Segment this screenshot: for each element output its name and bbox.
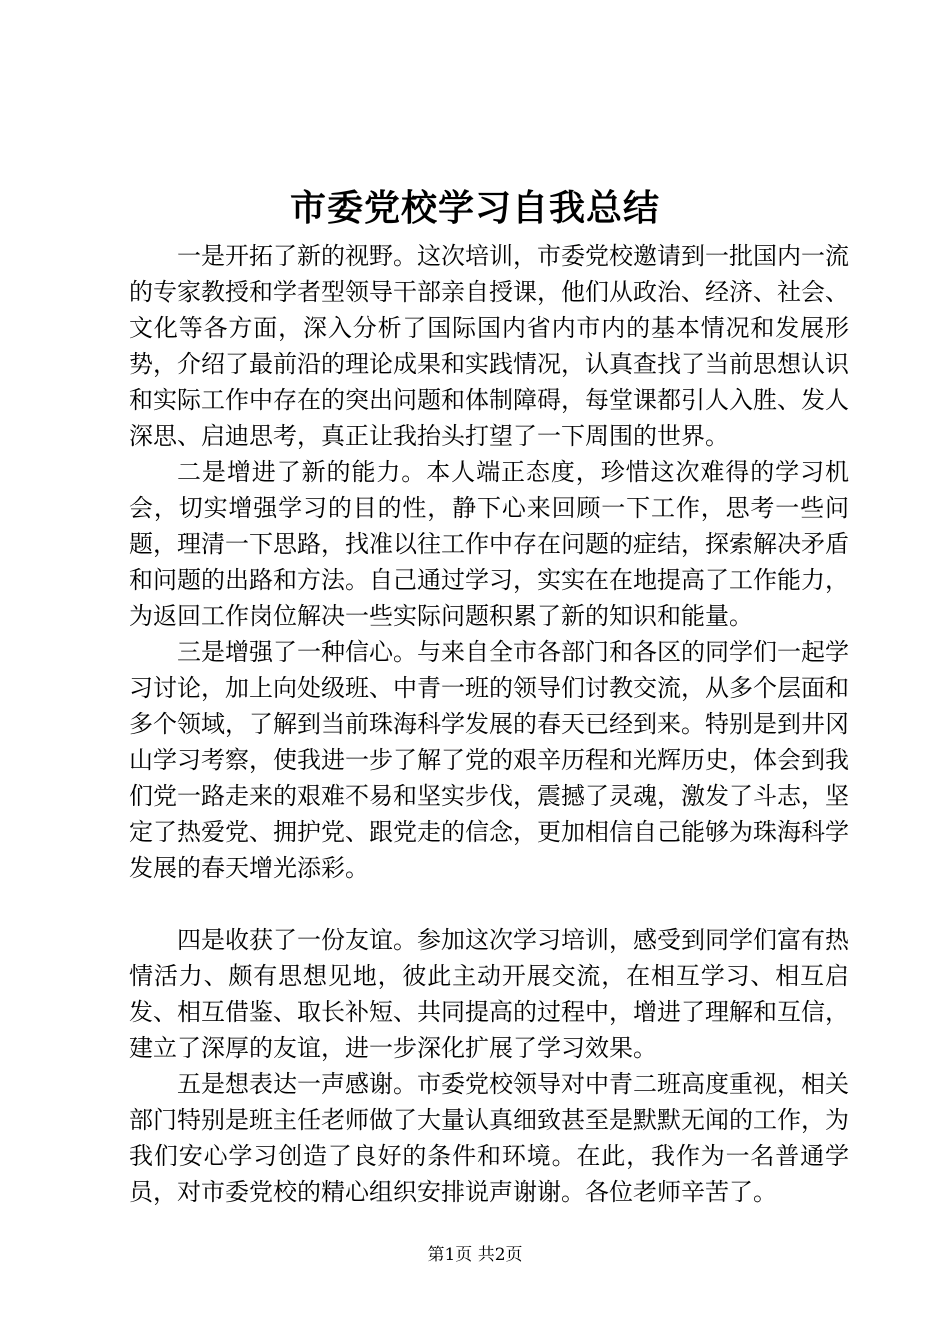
document-body [129, 238, 849, 1210]
paragraph-4: 四是收获了一份友谊。参加这次学习培训，感受到同学们富有热情活力、颇有思想见地，彼此主动开展交流，在相互学习、相互启发、相互借鉴、取长补短、共同提高的过程中，增进了理解和互信，建立了深厚的友谊，进一步深化扩展了学习效果。 [129, 926, 849, 1062]
paragraph-2: 二是增进了新的能力。本人端正态度，珍惜这次难得的学习机会，切实增强学习的目的性，静下心来回顾一下工作，思考一些问题，理清一下思路，找准以往工作中存在问题的症结，探索解决矛盾和问题的出路和方法。自己通过学习，实实在在地提高了工作能力，为返回工作岗位解决一些实际问题积累了新的知识和能量。 [129, 458, 849, 630]
paragraph-1: 一是开拓了新的视野。这次培训，市委党校邀请到一批国内一流的专家教授和学者型领导干部亲自授课，他们从政治、经济、社会、文化等各方面，深入分析了国际国内省内市内的基本情况和发展形势，介绍了最前沿的理论成果和实践情况，认真查找了当前思想认识和实际工作中存在的突出问题和体制障碍，每堂课都引人入胜、发人深思、启迪思考，真正让我抬头打望了一下周围的世界。 [129, 242, 849, 450]
page-number: 第1页 共2页 [427, 1245, 523, 1265]
paragraph-spacer [129, 886, 849, 922]
paragraph-3: 三是增强了一种信心。与来自全市各部门和各区的同学们一起学习讨论，加上向处级班、中青一班的领导们讨教交流，从多个层面和多个领域，了解到当前珠海科学发展的春天已经到来。特别是到井冈山学习考察，使我进一步了解了党的艰辛历程和光辉历史，体会到我们党一路走来的艰难不易和坚实步伐，震撼了灵魂，激发了斗志，坚定了热爱党、拥护党、跟党走的信念，更加相信自己能够为珠海科学发展的春天增光添彩。 [129, 638, 849, 882]
document-title: 市委党校学习自我总结 [289, 187, 660, 229]
paragraph-5: 五是想表达一声感谢。市委党校领导对中青二班高度重视，相关部门特别是班主任老师做了大量认真细致甚至是默默无闻的工作，为我们安心学习创造了良好的条件和环境。在此，我作为一名普通学员，对市委党校的精心组织安排说声谢谢。各位老师辛苦了。 [129, 1070, 849, 1206]
